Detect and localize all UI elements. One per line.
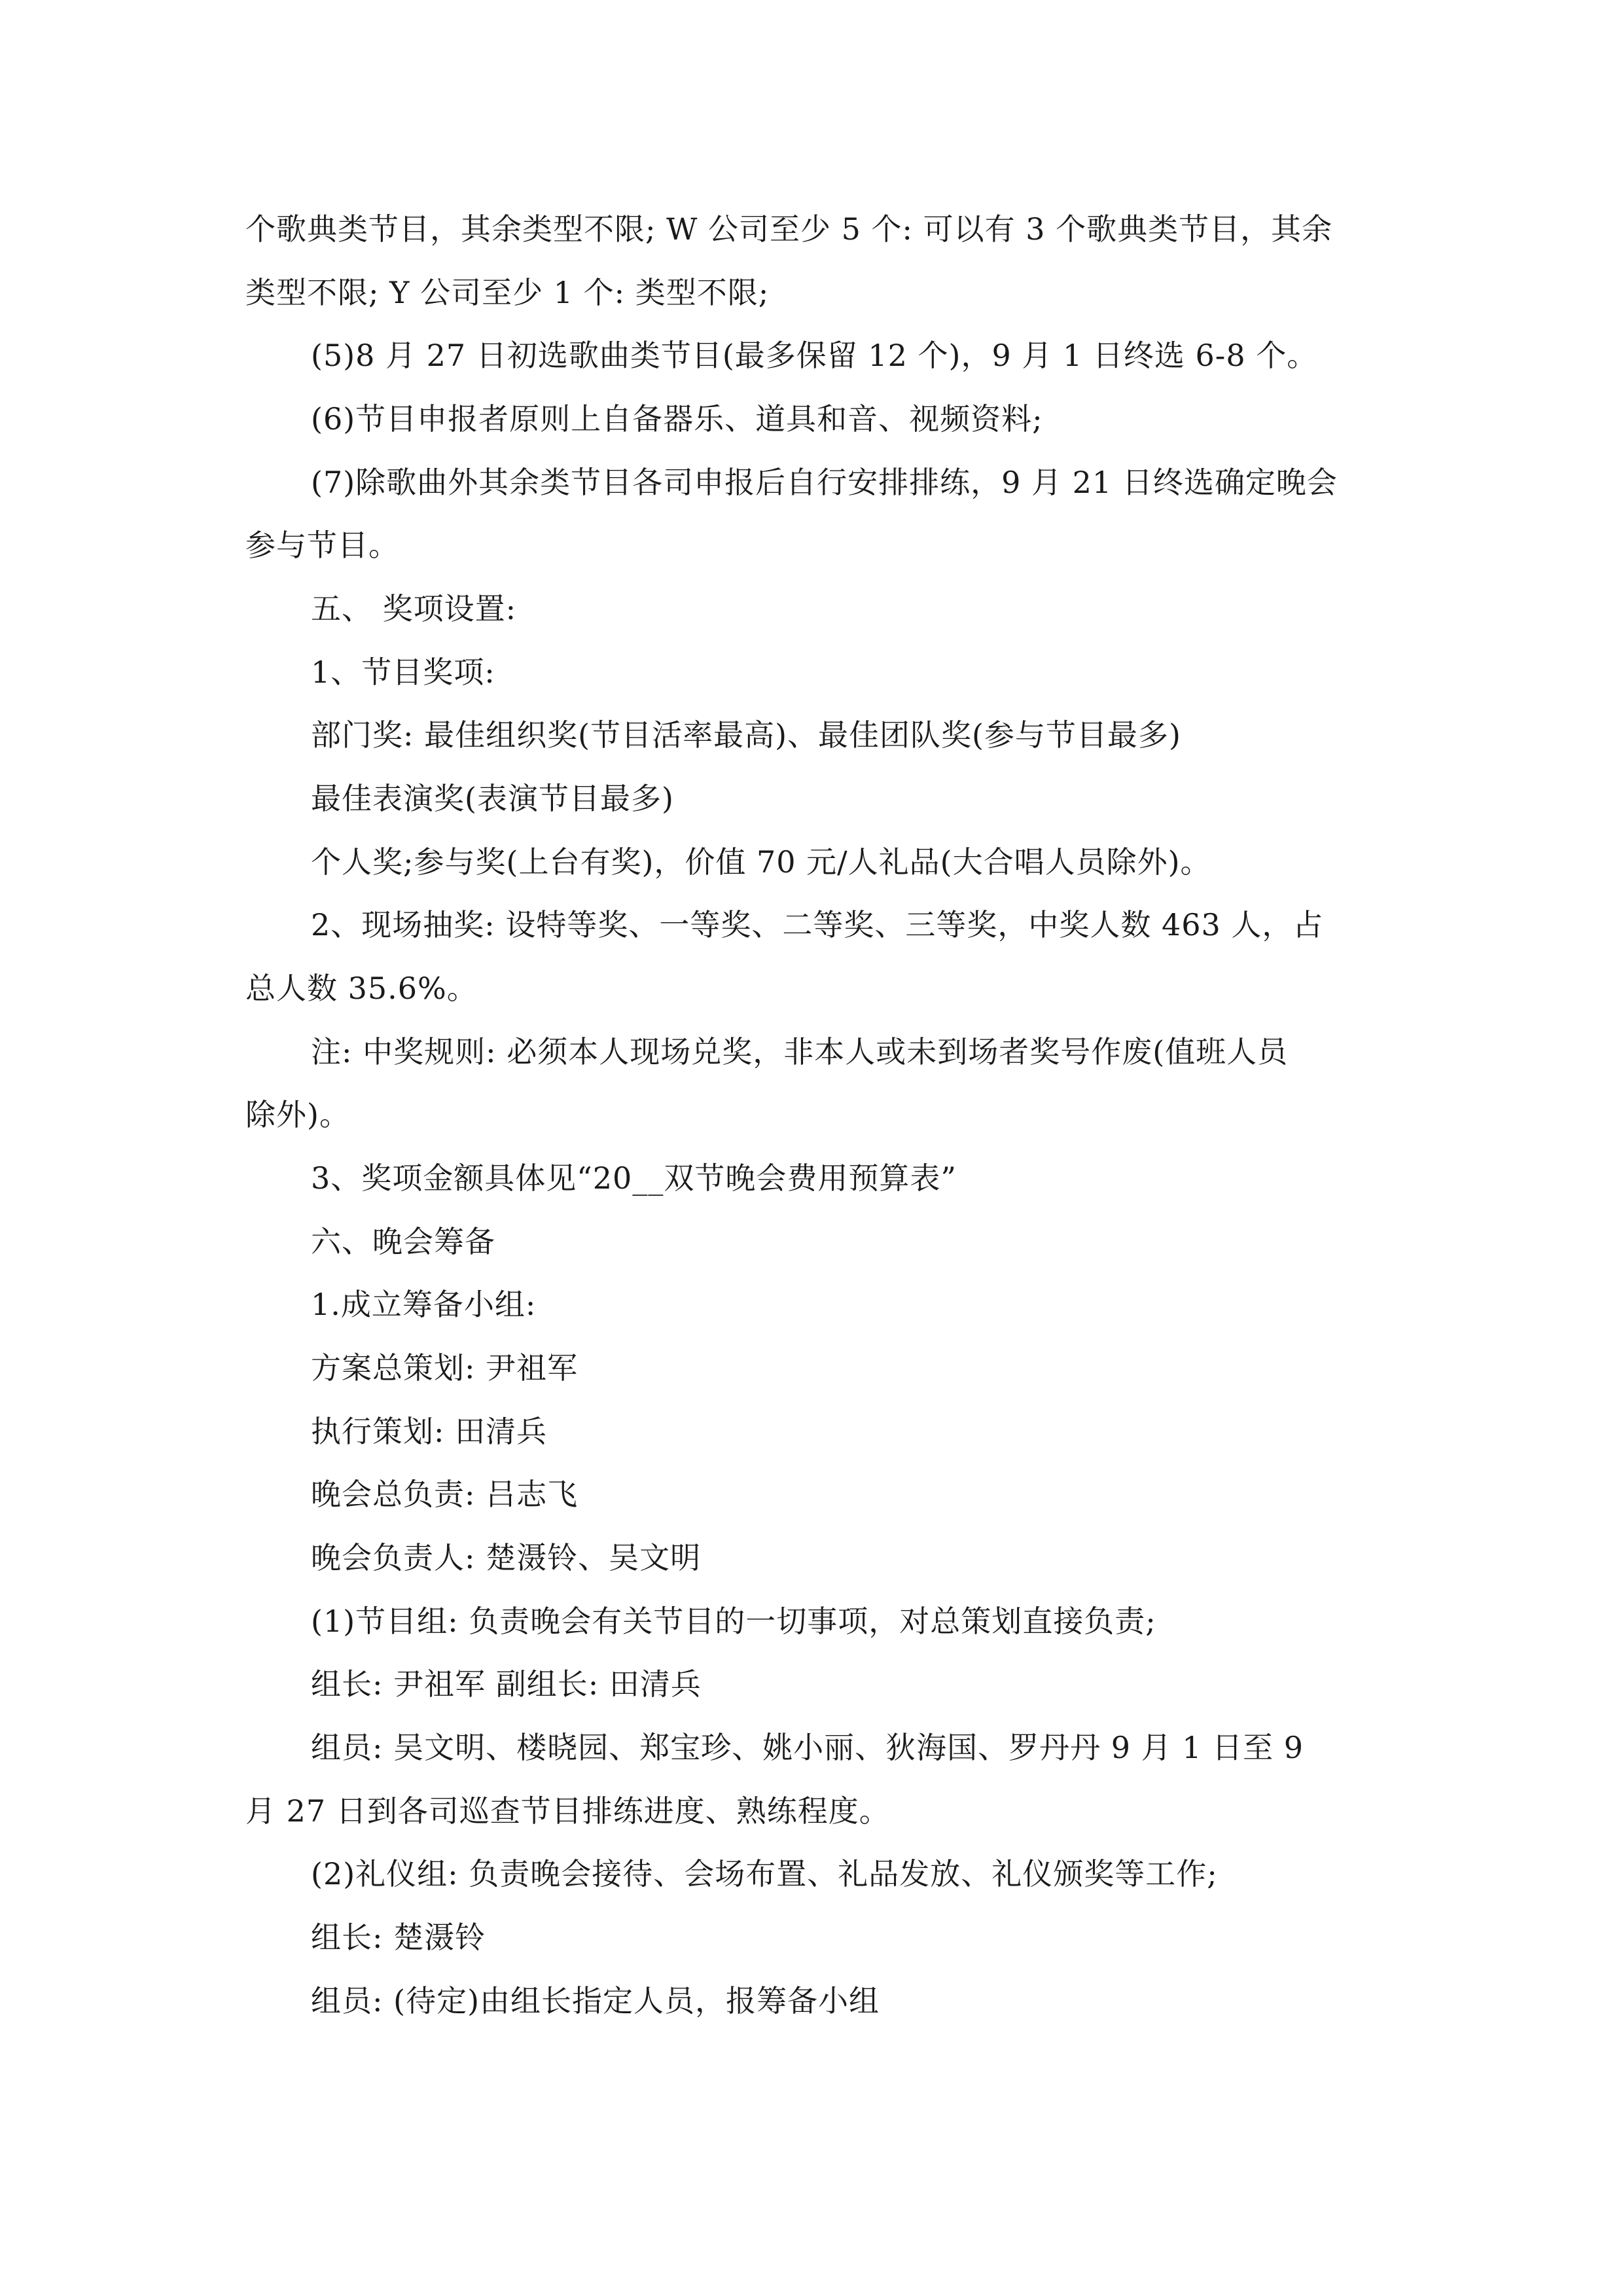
text-line: 个歌典类节目，其余类型不限; W 公司至少 5 个: 可以有 3 个歌典类节目，其余 [245, 211, 1333, 247]
text-line: 方案总策划: 尹祖军 [311, 1350, 579, 1386]
text-line: 晚会总负责: 吕志飞 [311, 1477, 579, 1512]
text-line: 3、奖项金额具体见“20__双节晚会费用预算表” [311, 1160, 957, 1196]
text-line: 晚会负责人: 楚滠铃、吴文明 [311, 1540, 702, 1575]
text-line: 2、现场抽奖: 设特等奖、一等奖、二等奖、三等奖，中奖人数 463 人，占 [311, 907, 1324, 942]
text-line: 除外)。 [245, 1097, 350, 1132]
text-line: 部门奖: 最佳组织奖(节目活率最高)、最佳团队奖(参与节目最多) [311, 717, 1181, 753]
text-line: 1、节目奖项: [311, 655, 495, 690]
text-line: 月 27 日到各司巡查节目排练进度、熟练程度。 [245, 1793, 890, 1829]
text-line: 组员: (待定)由组长指定人员，报筹备小组 [311, 1983, 880, 2018]
text-line: 组长: 楚滠铃 [311, 1920, 486, 1955]
text-line: 总人数 35.6%。 [245, 971, 478, 1006]
text-line: 组员: 吴文明、楼晓园、郑宝珍、姚小丽、狄海国、罗丹丹 9 月 1 日至 9 [311, 1730, 1304, 1765]
section-heading: 五、 奖项设置: [311, 591, 517, 626]
text-line: 注: 中奖规则: 必须本人现场兑奖，非本人或未到场者奖号作废(值班人员 [311, 1034, 1289, 1069]
text-line: 执行策划: 田清兵 [311, 1414, 548, 1449]
text-line: (5)8 月 27 日初选歌曲类节目(最多保留 12 个)，9 月 1 日终选 6-8 个。 [311, 338, 1318, 373]
text-line: (6)节目申报者原则上自备器乐、道具和音、视频资料; [311, 401, 1043, 437]
text-line: 个人奖;参与奖(上台有奖)，价值 70 元/人礼品(大合唱人员除外)。 [311, 844, 1211, 880]
text-line: 参与节目。 [245, 528, 399, 563]
text-line: (7)除歌曲外其余类节目各司申报后自行安排排练，9 月 21 日终选确定晚会 [311, 465, 1338, 500]
text-line: 组长: 尹祖军 副组长: 田清兵 [311, 1666, 702, 1702]
text-line: (2)礼仪组: 负责晚会接待、会场布置、礼品发放、礼仪颁奖等工作; [311, 1856, 1218, 1892]
section-heading: 六、晚会筹备 [311, 1224, 495, 1259]
text-line: 最佳表演奖(表演节目最多) [311, 781, 674, 816]
text-line: 1.成立筹备小组: [311, 1287, 537, 1322]
text-line: (1)节目组: 负责晚会有关节目的一切事项，对总策划直接负责; [311, 1604, 1156, 1639]
text-line: 类型不限; Y 公司至少 1 个: 类型不限; [245, 275, 770, 310]
